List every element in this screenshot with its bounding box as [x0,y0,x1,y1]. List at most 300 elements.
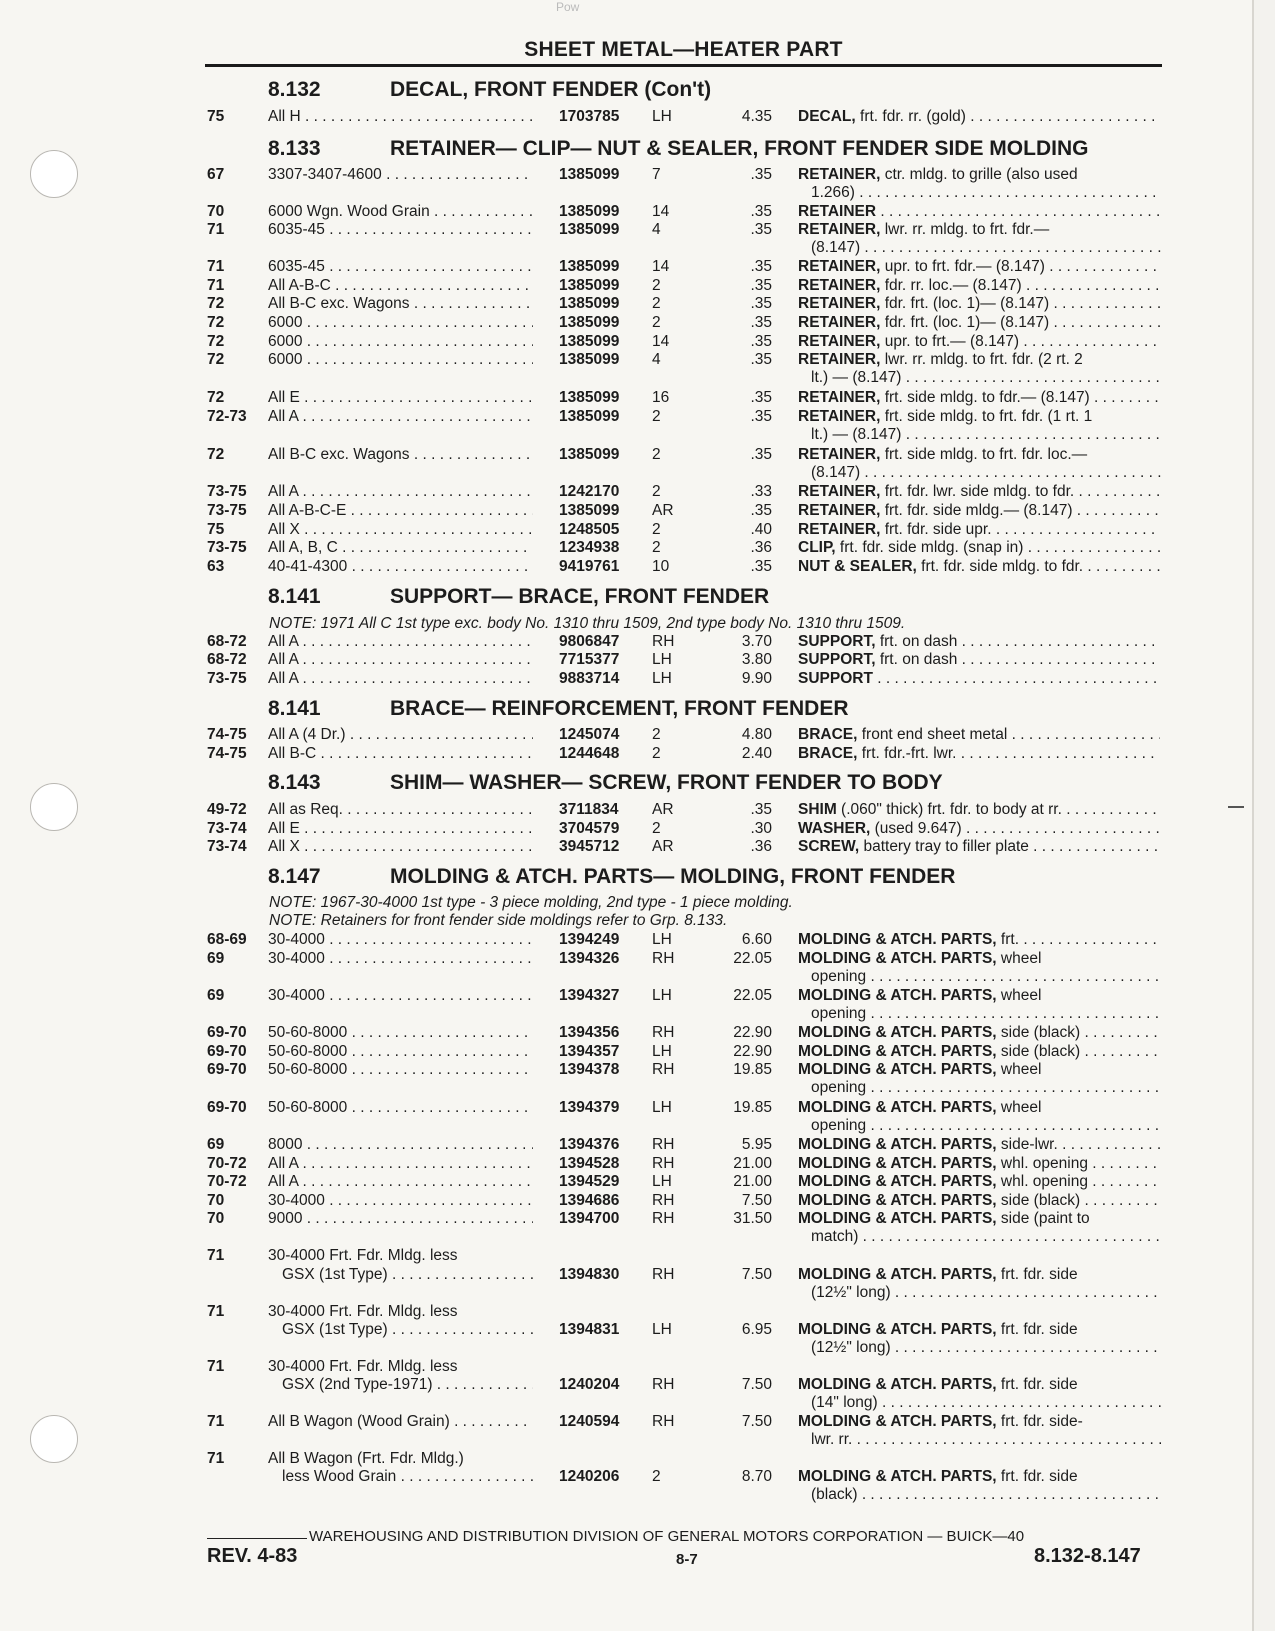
table-row [0,1413,1275,1432]
model-text: 50-60-8000 [268,1024,348,1041]
list-price: 19.85 [733,1099,772,1116]
quantity: 4 [652,221,661,238]
part-number: 1244648 [559,745,620,762]
quantity: RH [652,1413,675,1430]
group-note: NOTE: Retainers for front fender side moldings refer to Grp. 8.133. [269,912,728,929]
page-header [205,38,1162,67]
model-text: All E [268,389,300,406]
table-row-continuation [0,968,1275,987]
part-number: 1394249 [559,931,620,948]
model-text: 6000 Wgn. Wood Grain [268,203,430,220]
table-row [0,1450,1275,1469]
quantity: 2 [652,314,661,331]
part-description [798,558,1160,576]
part-description [798,483,1160,501]
table-row-continuation [0,1005,1275,1024]
part-number: 1234938 [559,539,620,556]
part-description-continued [811,1284,1161,1302]
table-row-continuation [0,464,1275,483]
quantity: RH [652,1210,675,1227]
model-text: 30-4000 [268,931,325,948]
part-description-continued [811,464,1161,482]
quantity: RH [652,950,675,967]
table-row [0,801,1275,820]
table-row [0,1136,1275,1155]
model-text: All A [268,1155,299,1172]
part-detail: frt. fdr. side [996,1266,1078,1283]
table-row [0,483,1275,502]
list-price: 2.40 [741,745,772,762]
table-row-continuation [0,239,1275,258]
table-row [0,221,1275,240]
part-name: MOLDING & ATCH. PARTS, [798,1413,997,1430]
model-text: All X [268,521,300,538]
list-price: .35 [750,258,772,275]
model-text: 6000 [268,314,303,331]
part-number: 1240204 [559,1376,620,1393]
part-name: SUPPORT, [798,633,876,650]
part-detail-continued: (8.147) [811,464,861,481]
part-name: RETAINER, [798,389,881,406]
part-detail: frt. side mldg. to frt. fdr. loc.— [880,446,1088,463]
model-text: All A [268,651,299,668]
model-year: 72 [207,389,225,406]
part-description [798,446,1160,464]
part-detail: wheel [996,950,1042,967]
quantity: LH [652,670,672,687]
part-name: RETAINER, [798,483,881,500]
quantity: AR [652,838,674,855]
group-note: NOTE: 1971 All C 1st type exc. body No. 1310 thru 1509, 2nd type body No. 1310 thru 1509. [269,615,906,632]
quantity: 2 [652,726,661,743]
part-detail: side (black) [996,1024,1081,1041]
part-detail: front end sheet metal [857,726,1008,743]
part-number: 1394378 [559,1061,620,1078]
list-price: .30 [750,820,772,837]
part-description [798,521,1160,539]
model-applicability [282,1266,533,1284]
part-number: 1385099 [559,314,620,331]
list-price: 3.80 [741,651,772,668]
model-text: All B-C exc. Wagons [268,446,410,463]
model-applicability [268,539,533,557]
table-row [0,539,1275,558]
quantity: LH [652,651,672,668]
part-name: MOLDING & ATCH. PARTS, [798,931,997,948]
model-applicability [268,521,533,539]
model-applicability [268,1136,533,1154]
part-name: RETAINER, [798,408,881,425]
table-row [0,820,1275,839]
footer-division [207,1528,1024,1545]
model-applicability [268,1247,533,1265]
part-detail: whl. opening [996,1173,1088,1190]
model-year: 73-74 [207,820,247,837]
model-text: All B Wagon (Wood Grain) [268,1413,450,1430]
part-number: 1394830 [559,1266,620,1283]
list-price: 7.50 [741,1413,772,1430]
group-title: MOLDING & ATCH. PARTS— MOLDING, FRONT FENDER [390,865,956,888]
list-price: .35 [750,314,772,331]
model-applicability [268,258,533,276]
part-number: 1248505 [559,521,620,538]
model-text: All A-B-C [268,277,331,294]
part-number: 1385099 [559,389,620,406]
part-description [798,931,1160,949]
table-row [0,1061,1275,1080]
model-text: GSX (1st Type) [282,1321,388,1338]
list-price: 21.00 [733,1155,772,1172]
quantity: 2 [652,745,661,762]
part-number: 1394686 [559,1192,620,1209]
group-title: DECAL, FRONT FENDER (Con't) [390,78,712,101]
list-price: 7.50 [741,1192,772,1209]
part-name: MOLDING & ATCH. PARTS, [798,1321,997,1338]
model-text: 6000 [268,351,303,368]
part-detail-continued: opening [811,1005,867,1022]
part-detail: upr. to frt. fdr.— (8.147) [880,258,1045,275]
part-description-continued [811,184,1161,202]
model-applicability [268,1024,533,1042]
part-description [798,314,1160,332]
model-applicability [268,108,533,126]
quantity: 14 [652,258,670,275]
quantity: RH [652,633,675,650]
part-name: RETAINER, [798,351,881,368]
table-row-continuation [0,1431,1275,1450]
quantity: LH [652,931,672,948]
part-name: MOLDING & ATCH. PARTS, [798,1173,997,1190]
model-text: All A [268,1173,299,1190]
part-description [798,1376,1160,1394]
part-number: 1394327 [559,987,620,1004]
table-row [0,1376,1275,1395]
group-title: SUPPORT— BRACE, FRONT FENDER [390,585,770,608]
model-applicability [268,558,533,576]
quantity: 2 [652,483,661,500]
table-row [0,1024,1275,1043]
list-price: 7.50 [741,1376,772,1393]
quantity: LH [652,108,672,125]
part-detail: battery tray to filler plate [859,838,1029,855]
table-row-continuation [0,1284,1275,1303]
part-number: 1385099 [559,333,620,350]
model-year: 71 [207,1358,225,1375]
model-year: 75 [207,108,225,125]
list-price: .35 [750,203,772,220]
part-name: SHIM [798,801,837,818]
model-year: 69-70 [207,1099,247,1116]
part-description [798,1321,1160,1339]
model-applicability [268,295,533,313]
part-number: 1385099 [559,446,620,463]
part-description [798,203,1160,221]
part-detail: frt. side mldg. to frt. fdr. (1 rt. 1 [880,408,1093,425]
list-price: 4.35 [741,108,772,125]
part-number: 1385099 [559,277,620,294]
model-applicability [268,1099,533,1117]
part-name: RETAINER, [798,314,881,331]
part-number: 1385099 [559,258,620,275]
table-row [0,558,1275,577]
table-row [0,166,1275,185]
part-description [798,651,1160,669]
quantity: LH [652,1099,672,1116]
part-description [798,670,1160,688]
part-detail: (used 9.647) [870,820,962,837]
list-price: 6.95 [741,1321,772,1338]
part-name: BRACE, [798,745,858,762]
model-year: 71 [207,1450,225,1467]
part-detail-continued: (12½" long) [811,1339,891,1356]
model-text: All A [268,633,299,650]
quantity: RH [652,1024,675,1041]
table-row [0,1468,1275,1487]
model-text: All B-C exc. Wagons [268,295,410,312]
model-text: 30-4000 Frt. Fdr. Mldg. less [268,1303,458,1320]
model-text: 30-4000 [268,1192,325,1209]
list-price: 8.70 [741,1468,772,1485]
part-name: MOLDING & ATCH. PARTS, [798,1061,997,1078]
part-number: 1385099 [559,408,620,425]
table-row-continuation [0,184,1275,203]
model-applicability [282,1376,533,1394]
part-description-continued [811,1005,1161,1023]
model-applicability [268,950,533,968]
part-detail: side (black) [996,1043,1081,1060]
model-applicability [268,483,533,501]
part-number: 9883714 [559,670,620,687]
part-number: 1385099 [559,221,620,238]
part-detail-continued: lwr. rr. [811,1431,853,1448]
part-number: 1385099 [559,502,620,519]
model-year: 69-70 [207,1043,247,1060]
part-number: 1394700 [559,1210,620,1227]
table-row [0,987,1275,1006]
part-name: MOLDING & ATCH. PARTS, [798,1024,997,1041]
model-year: 75 [207,521,225,538]
list-price: .36 [750,539,772,556]
part-description [798,108,1160,126]
model-applicability [268,221,533,239]
model-applicability [268,820,533,838]
part-description [798,950,1160,968]
part-name: SCREW, [798,838,860,855]
table-row [0,651,1275,670]
table-row [0,931,1275,950]
part-description-continued [811,369,1161,387]
part-description [798,838,1160,856]
part-name: CLIP, [798,539,836,556]
quantity: LH [652,1043,672,1060]
list-price: .35 [750,502,772,519]
table-row [0,258,1275,277]
part-name: RETAINER, [798,446,881,463]
group-title: BRACE— REINFORCEMENT, FRONT FENDER [390,697,849,720]
model-year: 69 [207,1136,225,1153]
part-detail: whl. opening [996,1155,1088,1172]
part-detail-continued: (12½" long) [811,1284,891,1301]
model-text: 6035-45 [268,258,325,275]
part-description-continued [811,1431,1161,1449]
list-price: 3.70 [741,633,772,650]
part-description [798,745,1160,763]
footer-revision: REV. 4-83 [207,1545,298,1567]
quantity: LH [652,1321,672,1338]
part-description-continued [811,239,1161,257]
quantity: 2 [652,446,661,463]
part-number: 1240594 [559,1413,620,1430]
part-detail: fdr. frt. (loc. 1)— (8.147) [880,314,1050,331]
list-price: 7.50 [741,1266,772,1283]
model-applicability [268,1173,533,1191]
part-detail: fdr. rr. loc.— (8.147) [880,277,1022,294]
quantity: RH [652,1266,675,1283]
model-year: 69-70 [207,1024,247,1041]
list-price: .33 [750,483,772,500]
group-number: 8.143 [268,771,321,794]
part-description-continued [811,1339,1161,1357]
model-applicability [268,633,533,651]
part-name: RETAINER, [798,258,881,275]
model-year: 74-75 [207,726,247,743]
model-applicability [268,333,533,351]
part-name: RETAINER [798,203,877,220]
table-row [0,446,1275,465]
model-applicability [268,1061,533,1079]
part-number: 1394528 [559,1155,620,1172]
part-description [798,801,1160,819]
part-name: RETAINER, [798,166,881,183]
part-name: RETAINER, [798,221,881,238]
part-name: MOLDING & ATCH. PARTS, [798,1468,997,1485]
part-name: NUT & SEALER, [798,558,917,575]
part-description [798,1468,1160,1486]
model-text: 6000 [268,333,303,350]
top-fragment: Pow [556,0,580,14]
table-row [0,950,1275,969]
part-number: 1385099 [559,203,620,220]
part-description [798,502,1160,520]
part-name: RETAINER, [798,295,881,312]
part-detail: frt. on dash [875,633,958,650]
table-row [0,1303,1275,1322]
quantity: 14 [652,203,670,220]
part-description [798,277,1160,295]
table-row [0,1210,1275,1229]
part-description [798,1061,1160,1079]
model-text: All B Wagon (Frt. Fdr. Mldg.) [268,1450,464,1467]
part-description [798,166,1160,184]
model-text: All B-C [268,745,317,762]
part-detail: upr. to frt.— (8.147) [880,333,1020,350]
list-price: 22.05 [733,987,772,1004]
part-detail: frt. fdr. side mldg.— (8.147) [880,502,1073,519]
model-year: 67 [207,166,225,183]
part-description [798,1024,1160,1042]
model-applicability [268,1155,533,1173]
model-year: 71 [207,1247,225,1264]
part-number: 3704579 [559,820,620,837]
list-price: .35 [750,221,772,238]
part-detail: wheel [996,987,1042,1004]
table-row [0,1266,1275,1285]
model-year: 49-72 [207,801,247,818]
model-text: All A [268,483,299,500]
list-price: 9.90 [741,670,772,687]
part-detail: frt. fdr. side [996,1468,1078,1485]
table-row [0,726,1275,745]
table-row [0,1358,1275,1377]
part-detail: fdr. frt. (loc. 1)— (8.147) [880,295,1050,312]
part-number: 7715377 [559,651,620,668]
model-year: 72 [207,446,225,463]
model-year: 69 [207,987,225,1004]
list-price: 5.95 [741,1136,772,1153]
part-name: MOLDING & ATCH. PARTS, [798,1099,997,1116]
group-number: 8.133 [268,137,321,160]
quantity: 2 [652,295,661,312]
part-detail-continued: lt.) — (8.147) [811,369,902,386]
list-price: 4.80 [741,726,772,743]
list-price: .35 [750,408,772,425]
list-price: .35 [750,166,772,183]
group-note: NOTE: 1967-30-4000 1st type - 3 piece molding, 2nd type - 1 piece molding. [269,894,793,911]
footer-rule [207,1538,307,1539]
model-applicability [268,166,533,184]
model-text: All A-B-C-E [268,502,347,519]
model-year: 72 [207,295,225,312]
group-number: 8.141 [268,585,321,608]
table-row-continuation [0,369,1275,388]
quantity: 2 [652,277,661,294]
model-text: GSX (2nd Type-1971) [282,1376,433,1393]
table-row [0,1099,1275,1118]
part-description [798,258,1160,276]
model-year: 69-70 [207,1061,247,1078]
part-name: MOLDING & ATCH. PARTS, [798,1192,997,1209]
part-description [798,1266,1160,1284]
part-number: 1394357 [559,1043,620,1060]
part-number: 1394379 [559,1099,620,1116]
model-text: All X [268,838,300,855]
part-description-continued [811,1228,1161,1246]
model-year: 72 [207,314,225,331]
part-name: MOLDING & ATCH. PARTS, [798,1376,997,1393]
list-price: .35 [750,333,772,350]
page-title: SHEET METAL—HEATER PART [524,38,843,61]
part-detail: side (black) [996,1192,1081,1209]
table-row-continuation [0,1117,1275,1136]
list-price: 6.60 [741,931,772,948]
model-year: 73-74 [207,838,247,855]
model-applicability [268,838,533,856]
table-row [0,203,1275,222]
table-row [0,389,1275,408]
model-year: 73-75 [207,483,247,500]
part-detail: frt. fdr. side mldg. (snap in) [835,539,1024,556]
part-detail: side-lwr. [996,1136,1058,1153]
part-description [798,726,1160,744]
model-text: All A (4 Dr.) [268,726,346,743]
model-text: All E [268,820,300,837]
list-price: 21.00 [733,1173,772,1190]
part-name: MOLDING & ATCH. PARTS, [798,1043,997,1060]
part-name: RETAINER, [798,333,881,350]
model-text: 6035-45 [268,221,325,238]
table-row [0,108,1275,127]
part-detail-continued: opening [811,1117,867,1134]
